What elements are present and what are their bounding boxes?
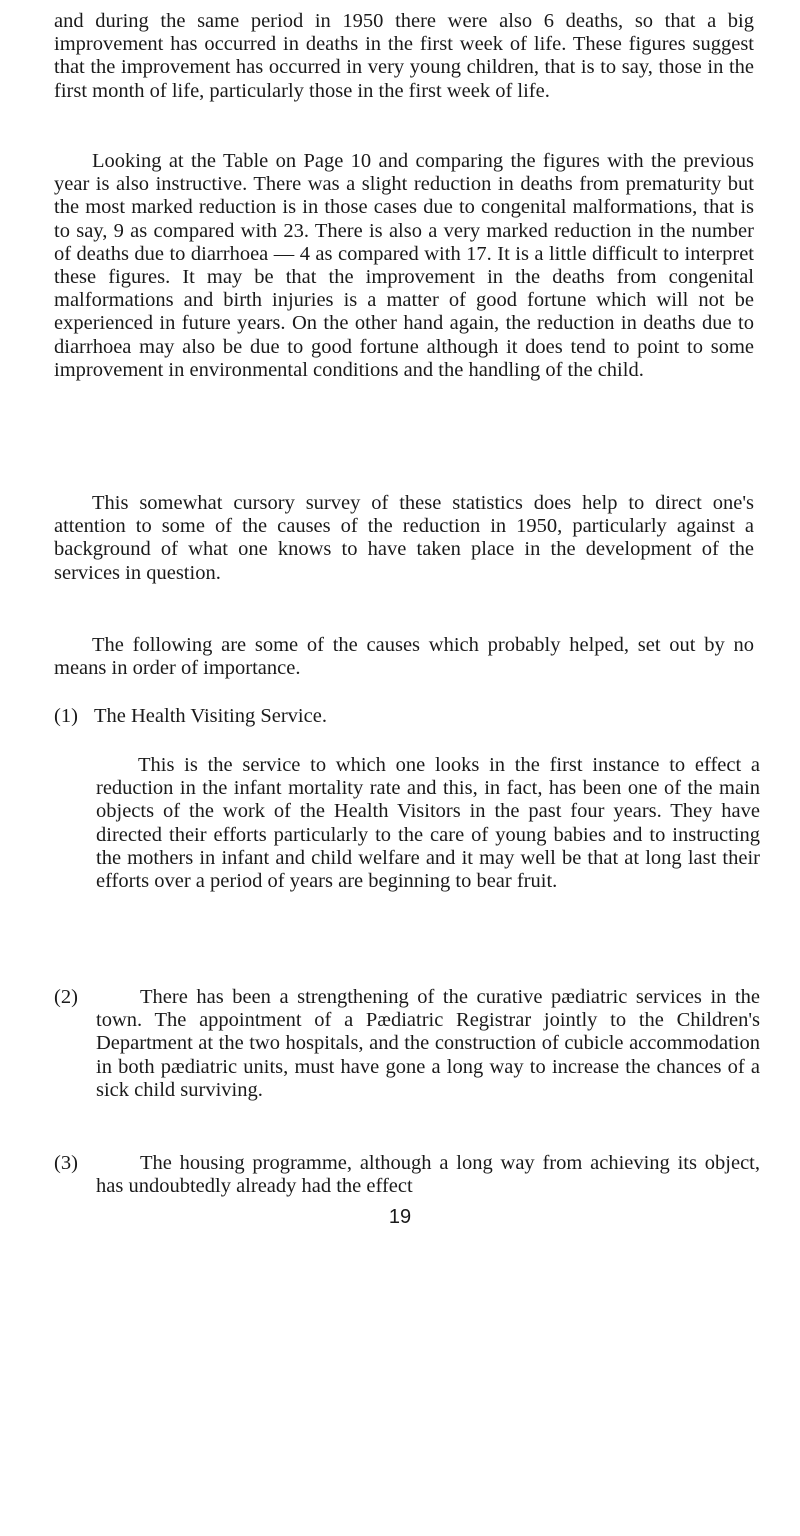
- item-text: There has been a strengthening of the curative pædiatric services in the town. The appointment of a Pædiatric Registrar jointly to the Children's Department at the two hospitals, and the construction of cubicle accommodation in both pædiatric units, must have gone a long way to increase the chances of a sick child surviving.: [96, 986, 760, 1101]
- paragraph-causes-intro: The following are some of the causes which probably helped, set out by no means in order of importance.: [54, 634, 754, 680]
- paragraph-table-comparison: Looking at the Table on Page 10 and comparing the figures with the previous year is also instructive. There was a slight reduction in deaths from prematurity but the most marked reduction is in those cases due to congenital malformations, that is to say, 9 as compared with 23. There is also a very marked reduction in the number of deaths due to diarrhoea — 4 as compared with 17. It is a little difficult to interpret these figures. It may be that the improvement in the deaths from congenital malformations and birth injuries is a matter of good fortune which will not be experienced in future years. On the other hand again, the reduction in deaths due to diarrhoea may also be due to good fortune although it does tend to point to some improvement in environmental conditions and the handling of the child.: [54, 150, 754, 381]
- paragraph-cursory-survey: This somewhat cursory survey of these statistics does help to direct one's attention to some of the causes of the reduction in 1950, particularly against a background of what one knows to have taken place in the development of the services in question.: [54, 492, 754, 584]
- paragraph-intro-continuation: and during the same period in 1950 there were also 6 deaths, so that a big improvement has occurred in deaths in the first week of life. These figures suggest that the improvement has occurred in very young children, that is to say, those in the first month of life, particularly those in the first week of life.: [54, 10, 754, 102]
- page-number: 19: [388, 1206, 412, 1228]
- list-item-housing-programme: [54, 1152, 760, 1198]
- item-text: The housing programme, although a long way from achieving its object, has undoubtedly already had the effect: [96, 1152, 760, 1198]
- item-text: This is the service to which one looks in the first instance to effect a reduction in the infant mortality rate and this, in fact, has been one of the main objects of the work of the Health Visitors in the past four years. They have directed their efforts particularly to the care of young babies and to instructing the mothers in infant and child welfare and it may well be that at long last their efforts over a period of years are beginning to bear fruit.: [96, 754, 760, 893]
- item-1-heading-line: [54, 704, 327, 728]
- item-number: (3): [54, 1152, 78, 1174]
- item-number: (2): [54, 986, 78, 1008]
- list-item-paediatric-services: [54, 986, 760, 1102]
- list-item-health-visiting: [54, 754, 760, 893]
- item-heading: The Health Visiting Service.: [94, 705, 327, 727]
- item-number: (1): [54, 705, 78, 727]
